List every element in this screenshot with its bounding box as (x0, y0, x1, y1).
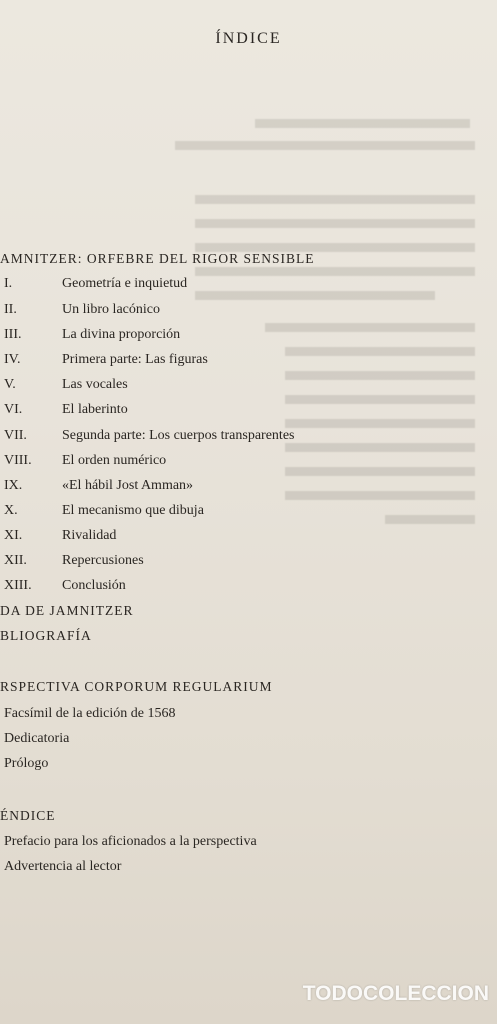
section-heading-jamnitzer: AMNITZER: ORFEBRE DEL RIGOR SENSIBLE (0, 251, 315, 266)
watermark-logo: TODOCOLECCION (302, 982, 489, 1005)
chapter-title: El orden numérico (62, 453, 167, 468)
chapter-number: VII. (4, 428, 27, 443)
list-item: Prólogo (4, 756, 49, 771)
chapter-title: El laberinto (62, 402, 128, 417)
chapter-number: VIII. (4, 453, 32, 468)
list-item: Dedicatoria (4, 731, 70, 746)
section-heading-bibliografia: BLIOGRAFÍA (0, 628, 92, 643)
chapter-number: IX. (4, 478, 23, 493)
chapter-number: VI. (4, 402, 23, 417)
list-item: Prefacio para los aficionados a la perspectiva (4, 834, 257, 849)
list-item: Advertencia al lector (4, 859, 122, 874)
chapter-title: Un libro lacónico (62, 302, 160, 317)
chapter-number: XI. (4, 528, 23, 543)
chapter-title: Segunda parte: Los cuerpos transparentes (62, 428, 295, 443)
chapter-number: III. (4, 327, 22, 342)
chapter-title: «El hábil Jost Amman» (62, 478, 194, 493)
chapter-title: Conclusión (62, 578, 126, 593)
chapter-number: X. (4, 503, 18, 518)
section-heading-vida: DA DE JAMNITZER (0, 603, 134, 618)
chapter-title: Repercusiones (62, 553, 144, 568)
list-item: Facsímil de la edición de 1568 (4, 706, 176, 721)
chapter-title: Geometría e inquietud (62, 276, 188, 291)
section-heading-indice: ÉNDICE (0, 808, 56, 823)
chapter-title: El mecanismo que dibuja (62, 503, 204, 518)
chapter-number: I. (4, 276, 13, 291)
chapter-number: V. (4, 377, 16, 392)
chapter-title: Rivalidad (62, 528, 117, 543)
chapter-number: II. (4, 302, 17, 317)
chapter-title: Primera parte: Las figuras (62, 352, 208, 367)
page-title: ÍNDICE (215, 30, 282, 47)
chapter-title: Las vocales (62, 377, 128, 392)
chapter-number: IV. (4, 352, 21, 367)
chapter-number: XIII. (4, 578, 32, 593)
show-through-texture (175, 115, 495, 535)
show-through-lines (175, 115, 495, 535)
chapter-title: La divina proporción (62, 327, 181, 342)
chapter-number: XII. (4, 553, 27, 568)
section-heading-perspectiva: RSPECTIVA CORPORUM REGULARIUM (0, 679, 273, 694)
